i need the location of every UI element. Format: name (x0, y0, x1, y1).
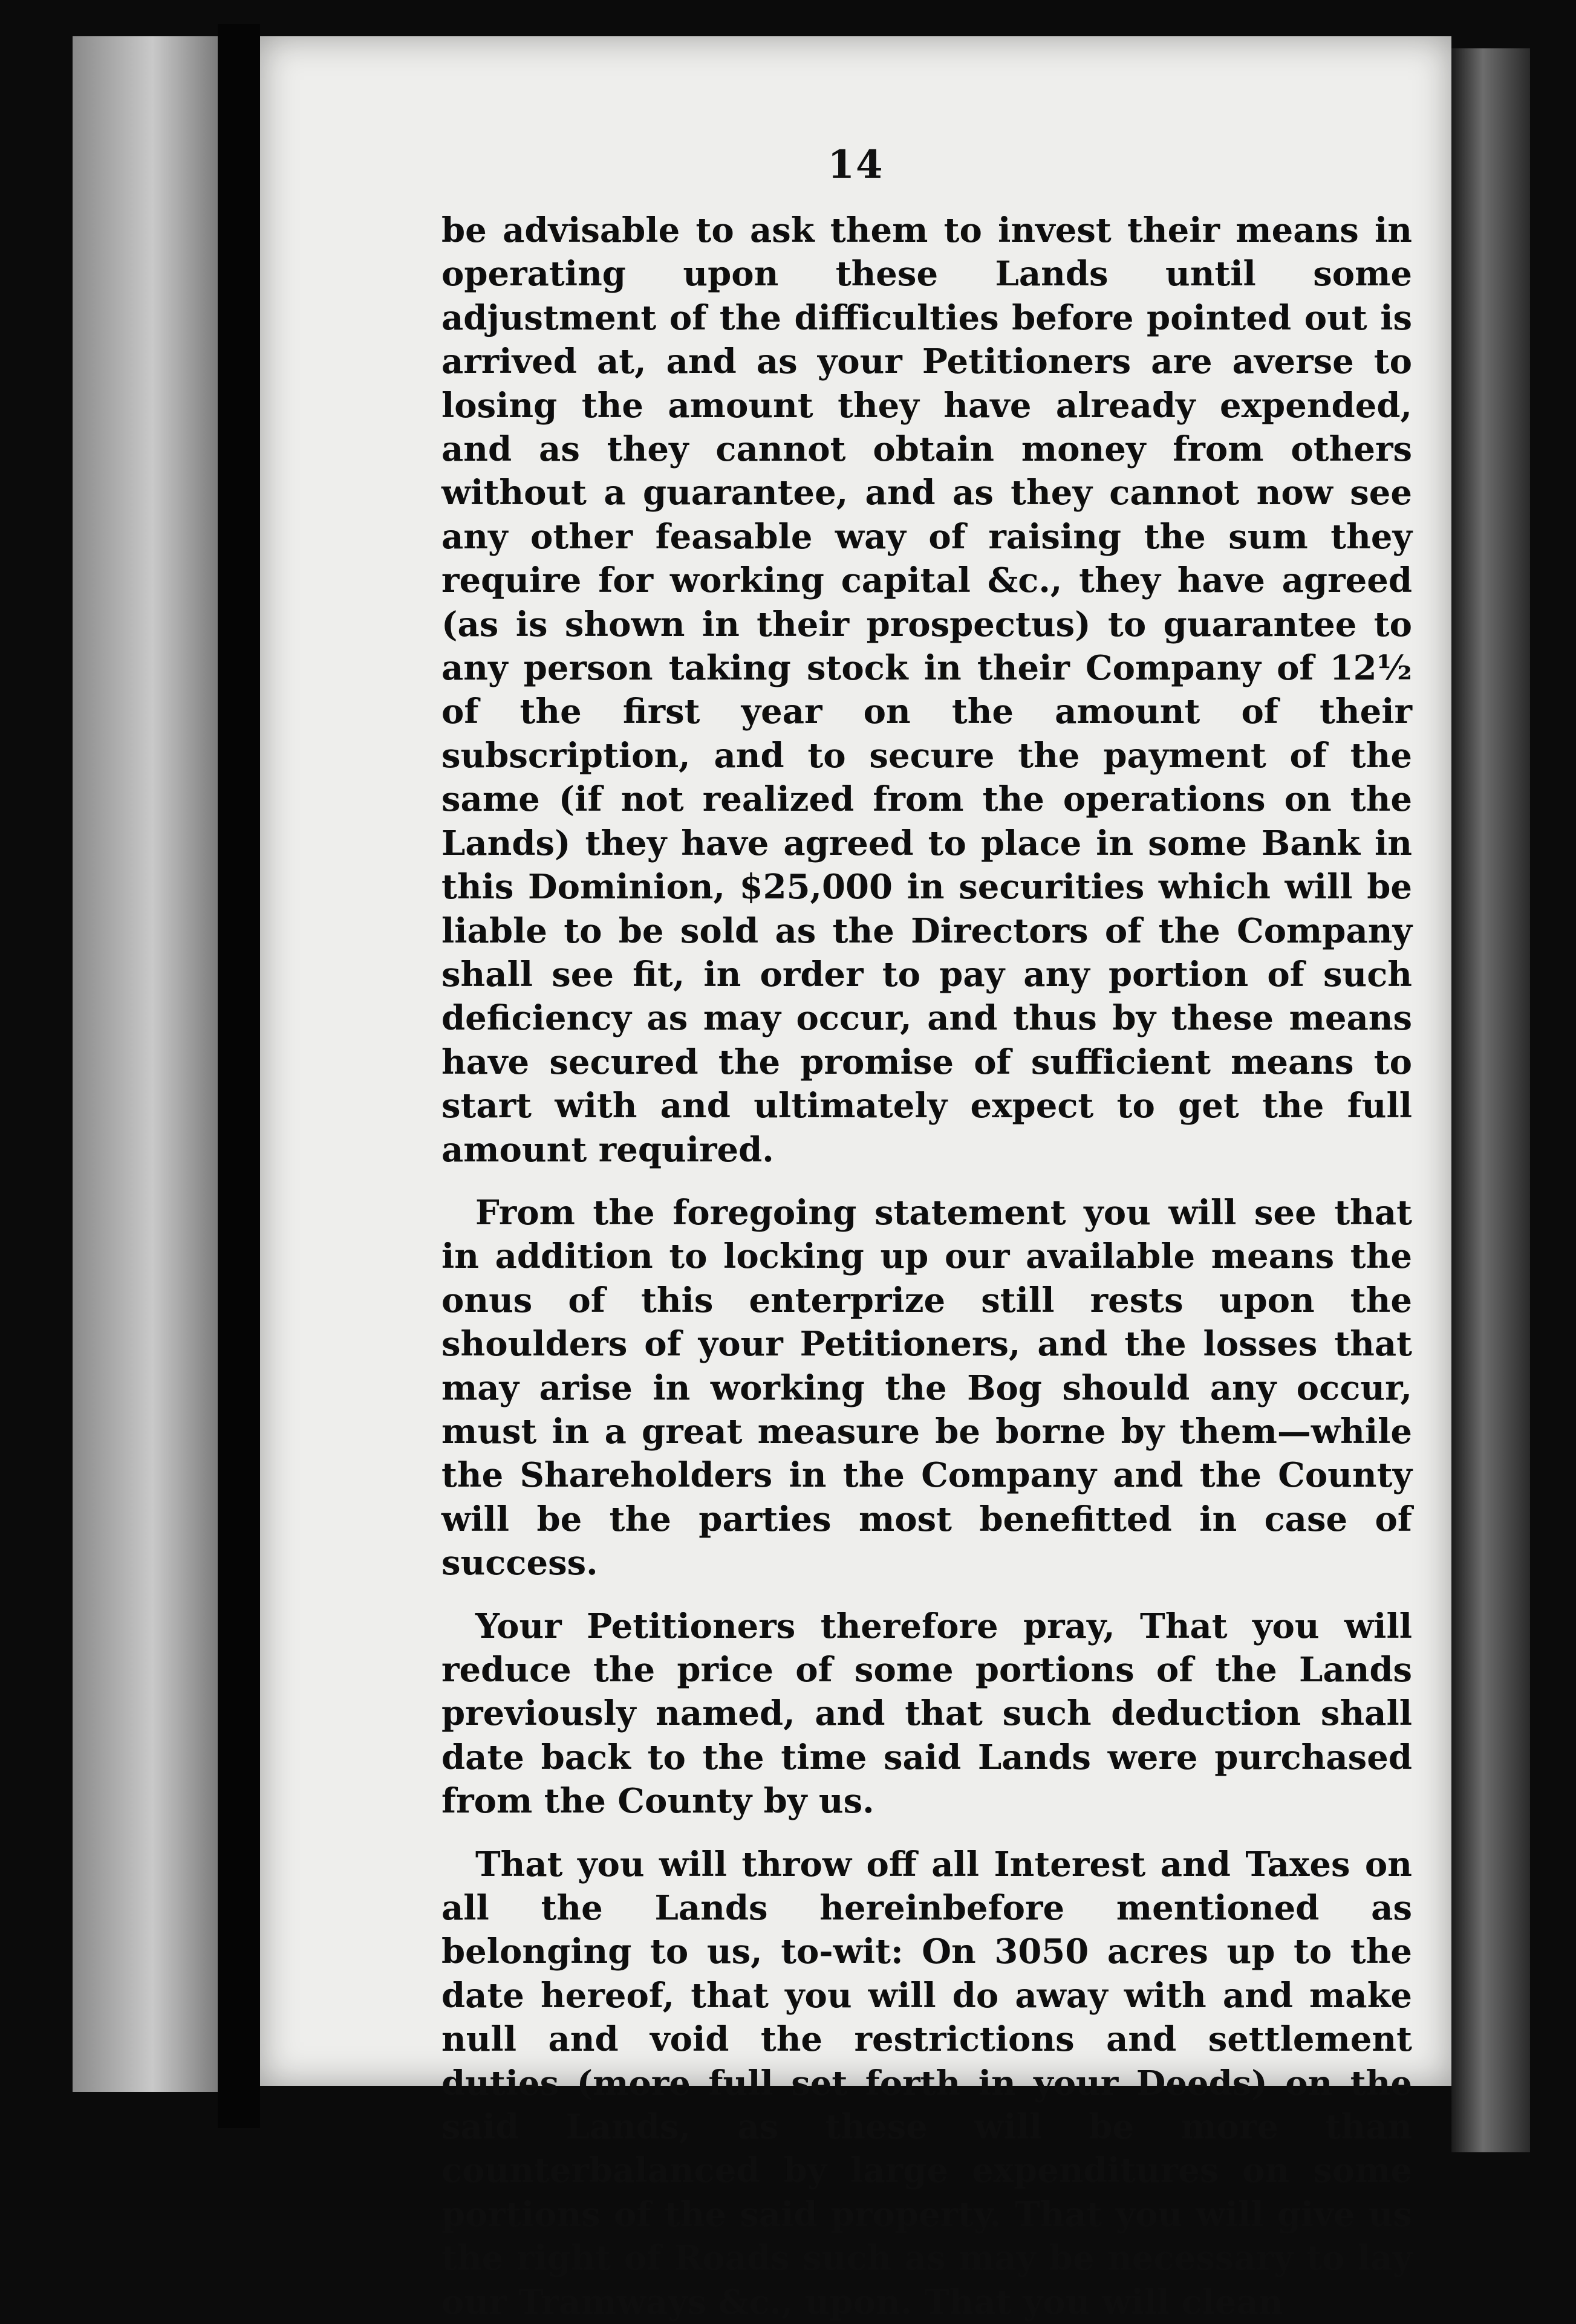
paragraph-continuation: be advisable to ask them to invest their means in operating upon these Lands until some adjustment of the difficulties before pointed out is arrived at, and as your Petitioners are averse to losing the amount they have already expended, and as they cannot obtain money from others without a guarantee, and as they cannot now see any other feasable way of raising the sum they require for working capital &c., they have agreed (as is shown in their prospectus) to guarantee to any person taking stock in their Company of 12½ of the first year on the amount of their subscription, and to secure the payment of the same (if not realized from the operations on the Lands) they have agreed to place in some Bank in this Dominion, $25,000 in securities which will be liable to be sold as the Directors of the Company shall see fit, in order to pay any portion of such deficiency as may occur, and thus by these means have secured the promise of sufficient means to start with and ultimately expect to get the full amount required. (441, 210, 1412, 1170)
adjacent-page-edge (73, 36, 218, 2092)
body-text (441, 209, 1412, 2324)
paragraph-interest-and-taxes: That you will throw off all Interest and Taxes on all the Lands hereinbefore mentioned as belonging to us, to-wit: On 3050 acres up to the date hereof, that you will do away with and make null and void the restrictions and settlement duties (more full set forth in your Deeds) on the said Lands, as these will be more than counterbalanced by large expenditures on some portions of the said property. That you will give us the right of Roads such as may be necessary to lay our Tramways &c., upon. That you will clean (441, 1844, 1412, 2322)
right-page-edge (1451, 48, 1530, 2152)
paragraph-petitioners-pray: Your Petitioners therefore pray, That you will reduce the price of some portions of the Lands previously named, and that such deduction shall date back to the time said Lands were purchased from the County by us. (441, 1606, 1412, 1822)
page-number: 14 (827, 142, 884, 187)
binding-shadow (218, 24, 260, 2128)
paragraph-foregoing-statement: From the foregoing statement you will see that in addition to locking up our available means the onus of this enterprize still rests upon the shoulders of your Petitioners, and the losses that may arise in working the Bog should any occur, must in a great measure be borne by them—while the Shareholders in the Company and the County will be the parties most benefitted in case of success. (441, 1192, 1412, 1583)
document-page (260, 36, 1451, 2322)
